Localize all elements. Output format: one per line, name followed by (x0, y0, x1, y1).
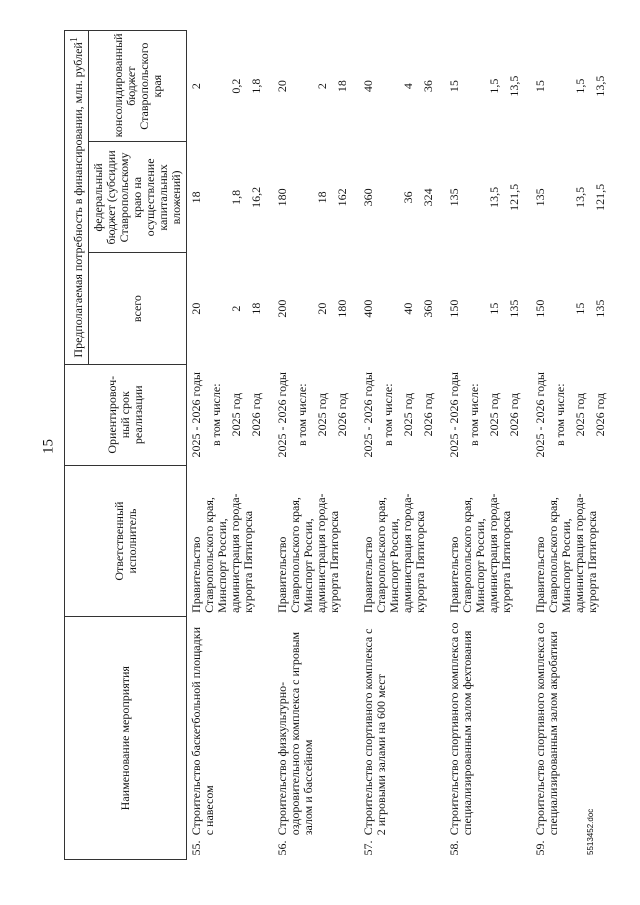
total-value: 40 (401, 302, 415, 315)
header-executor: Ответственный исполнитель (65, 465, 187, 617)
total-value-cell (187, 253, 274, 364)
term-line: 2025 год (229, 393, 243, 437)
total-value: 150 (533, 299, 547, 318)
term-line: 2026 год (335, 393, 349, 437)
regional-value (210, 35, 223, 138)
term-line-cell (445, 364, 531, 465)
total-value (296, 257, 309, 360)
event-name: Строительство баскетбольной площадки с навесом (189, 627, 216, 836)
total-value-cell (531, 253, 617, 364)
term-line: в том числе: (553, 383, 567, 447)
regional-value-cell (531, 31, 617, 142)
federal-value-cell (273, 142, 359, 253)
federal-value: 18 (189, 191, 203, 204)
term-line: 2026 год (593, 393, 607, 437)
federal-value (296, 146, 309, 249)
federal-value-cell (531, 142, 617, 253)
regional-value (554, 35, 567, 138)
federal-value: 13,5 (487, 186, 501, 208)
term-line: 2025 год (573, 393, 587, 437)
total-value: 20 (189, 302, 203, 315)
term-line: 2026 год (421, 393, 435, 437)
term-line-cell (187, 364, 274, 465)
total-value (210, 257, 223, 360)
regional-value: 1,8 (249, 78, 263, 94)
term-line: 2025 год (487, 393, 501, 437)
term-line: 2025 год (315, 393, 329, 437)
term-line-cell (273, 364, 359, 465)
total-value: 400 (361, 299, 375, 318)
total-value: 135 (507, 299, 521, 318)
regional-value-cell (187, 31, 274, 142)
event-name: Строительство физкультурно-оздоровительного комплекса с игровым залом и бассейном (275, 631, 315, 836)
event-name: Строительство спортивного комплекса со специализированным залом фехтования (447, 622, 474, 836)
regional-value: 13,5 (593, 75, 607, 97)
term-line: 2025 - 2026 годы (275, 372, 289, 458)
header-federal: федеральный бюджет (субсидии Ставропольскому краю на осуществление капитальных вложений) (89, 142, 187, 253)
regional-value-cell (359, 31, 445, 142)
total-value: 2 (229, 305, 243, 312)
executor: Правительство Ставропольского края, Минспорт России, администрация города-курорта Пятигорска (275, 493, 341, 613)
regional-value: 2 (189, 83, 203, 90)
total-value: 150 (447, 299, 461, 318)
regional-value: 0,2 (229, 78, 243, 94)
total-value: 200 (275, 299, 289, 318)
row-number: 56. (275, 840, 289, 856)
federal-value: 135 (447, 188, 461, 207)
federal-value-cell (445, 142, 531, 253)
federal-value: 18 (315, 191, 329, 204)
regional-value-cell (273, 31, 359, 142)
event-name: Строительство спортивного комплекса со специализированным залом акробатики (533, 622, 560, 836)
row-number: 55. (189, 840, 203, 856)
term-line: в том числе: (295, 383, 309, 447)
executor: Правительство Ставропольского края, Минспорт России, администрация города-курорта Пятигорска (361, 493, 427, 613)
total-value-cell (273, 253, 359, 364)
total-value: 20 (315, 302, 329, 315)
term-line: 2026 год (249, 393, 263, 437)
regional-value: 20 (275, 80, 289, 93)
federal-value: 121,5 (593, 183, 607, 211)
regional-value: 40 (361, 80, 375, 93)
table-row (359, 31, 445, 860)
federal-value (554, 146, 567, 249)
header-total: всего (89, 253, 187, 364)
header-name: Наименование мероприятия (65, 617, 187, 860)
federal-value: 360 (361, 188, 375, 207)
federal-value (468, 146, 481, 249)
row-number: 57. (361, 840, 375, 856)
term-line: в том числе: (209, 383, 223, 447)
total-value (382, 257, 395, 360)
table-row (273, 31, 359, 860)
total-value (554, 257, 567, 360)
term-line: 2025 год (401, 393, 415, 437)
term-line: в том числе: (381, 383, 395, 447)
table-row (445, 31, 531, 860)
total-value: 360 (421, 299, 435, 318)
header-regional: консолидированный бюджет Ставропольского края (89, 31, 187, 142)
regional-value (382, 35, 395, 138)
federal-value: 36 (401, 191, 415, 204)
regional-value-cell (445, 31, 531, 142)
federal-value: 13,5 (573, 186, 587, 208)
regional-value: 13,5 (507, 75, 521, 97)
event-name: Строительство спортивного комплекса с 2 игровыми залами на 600 мест (361, 628, 388, 836)
term-line-cell (531, 364, 617, 465)
footer-filename: 5513452.doc (586, 808, 595, 855)
federal-value-cell (359, 142, 445, 253)
regional-value: 15 (533, 80, 547, 93)
regional-value: 1,5 (487, 78, 501, 94)
total-value: 135 (593, 299, 607, 318)
regional-value: 15 (447, 80, 461, 93)
regional-value: 18 (335, 80, 349, 93)
federal-value: 180 (275, 188, 289, 207)
header-term: Ориентировоч-ный срок реализации (65, 364, 187, 465)
total-value: 180 (335, 299, 349, 318)
total-value: 18 (249, 302, 263, 315)
federal-value: 324 (421, 188, 435, 207)
federal-value (210, 146, 223, 249)
total-value (468, 257, 481, 360)
executor: Правительство Ставропольского края, Минспорт России, администрация города-курорта Пятигорска (189, 493, 255, 613)
regional-value: 4 (401, 83, 415, 90)
regional-value (296, 35, 309, 138)
regional-value (468, 35, 481, 138)
total-value: 15 (573, 302, 587, 315)
funding-table (64, 30, 617, 860)
federal-value (382, 146, 395, 249)
federal-value: 162 (335, 188, 349, 207)
term-line-cell (359, 364, 445, 465)
total-value: 15 (487, 302, 501, 315)
row-number: 58. (447, 840, 461, 856)
term-line: 2025 - 2026 годы (361, 372, 375, 458)
term-line: в том числе: (467, 383, 481, 447)
term-line: 2026 год (507, 393, 521, 437)
federal-value: 1,8 (229, 189, 243, 205)
total-value-cell (445, 253, 531, 364)
regional-value: 2 (315, 83, 329, 90)
term-line: 2025 - 2026 годы (533, 372, 547, 458)
page-number: 15 (40, 439, 57, 454)
table-row (187, 31, 274, 860)
row-number: 59. (533, 840, 547, 856)
header-funding-group: Предполагаемая потребность в финансировании, млн. рублей$^1$ (65, 31, 89, 365)
executor: Правительство Ставропольского края, Минспорт России, администрация города-курорта Пятигорска (533, 493, 599, 613)
federal-value: 121,5 (507, 183, 521, 211)
regional-value: 36 (421, 80, 435, 93)
federal-value: 135 (533, 188, 547, 207)
total-value-cell (359, 253, 445, 364)
federal-value-cell (187, 142, 274, 253)
table-row (531, 31, 617, 860)
regional-value: 1,5 (573, 78, 587, 94)
federal-value: 16,2 (249, 186, 263, 208)
term-line: 2025 - 2026 годы (447, 372, 461, 458)
term-line: 2025 - 2026 годы (189, 372, 203, 458)
executor: Правительство Ставропольского края, Минспорт России, администрация города-курорта Пятигорска (447, 493, 513, 613)
